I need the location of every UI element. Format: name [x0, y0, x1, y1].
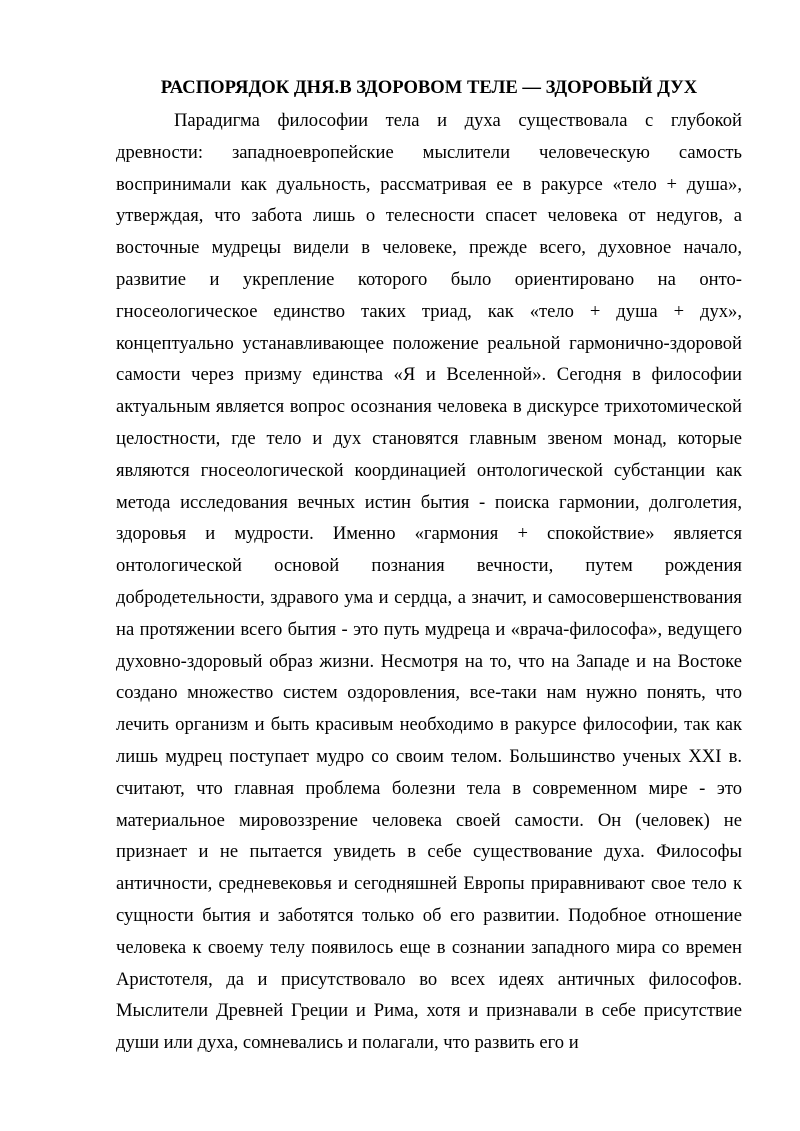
body-paragraph: Парадигма философии тела и духа существовала с глубокой древности: западноевропейские мыслители человеческую самость воспринимали как дуальность, рассматривая ее в ракурсе «тело + душа», утверждая, что забота лишь о телесности спасет человека от недугов, а восточные мудрецы видели в человеке, прежде всего, духовное начало, развитие и укрепление которого было ориентировано на онто-гносеологическое единство таких триад, как «тело + душа + дух», концептуально устанавливающее положение реальной гармонично-здоровой самости через призму единства «Я и Вселенной». Сегодня в философии актуальным является вопрос осознания человека в дискурсе трихотомической целостности, где тело и дух становятся главным звеном монад, которые являются гносеологической координацией онтологической субстанции как метода исследования вечных истин бытия - поиска гармонии, долголетия, здоровья и мудрости. Именно «гармония + спокойствие» является онтологической основой познания вечности, путем рождения добродетельности, здравого ума и сердца, а значит, и самосовершенствования на протяжении всего бытия - это путь мудреца и «врача-философа», ведущего духовно-здоровый образ жизни. Несмотря на то, что на Западе и на Востоке создано множество систем оздоровления, все-таки нам нужно понять, что лечить организм и быть красивым необходимо в ракурсе философии, так как лишь мудрец поступает мудро со своим телом. Большинство ученых XXI в. считают, что главная проблема болезни тела в современном мире - это материальное мировоззрение человека своей самости. Он (человек) не признает и не пытается увидеть в себе существование духа. Философы античности, средневековья и сегодняшней Европы приравнивают свое тело к сущности бытия и заботятся только об его развитии. Подобное отношение человека к своему телу появилось еще в сознании западного мира со времен Аристотеля, да и присутствовало во всех идеях античных философов. Мыслители Древней Греции и Рима, хотя и признавали в себе присутствие души или духа, сомневались и полагали, что развить его и	[116, 110, 742, 1054]
document-title: РАСПОРЯДОК ДНЯ.В ЗДОРОВОМ ТЕЛЕ — ЗДОРОВЫЙ ДУХ	[160, 77, 698, 98]
